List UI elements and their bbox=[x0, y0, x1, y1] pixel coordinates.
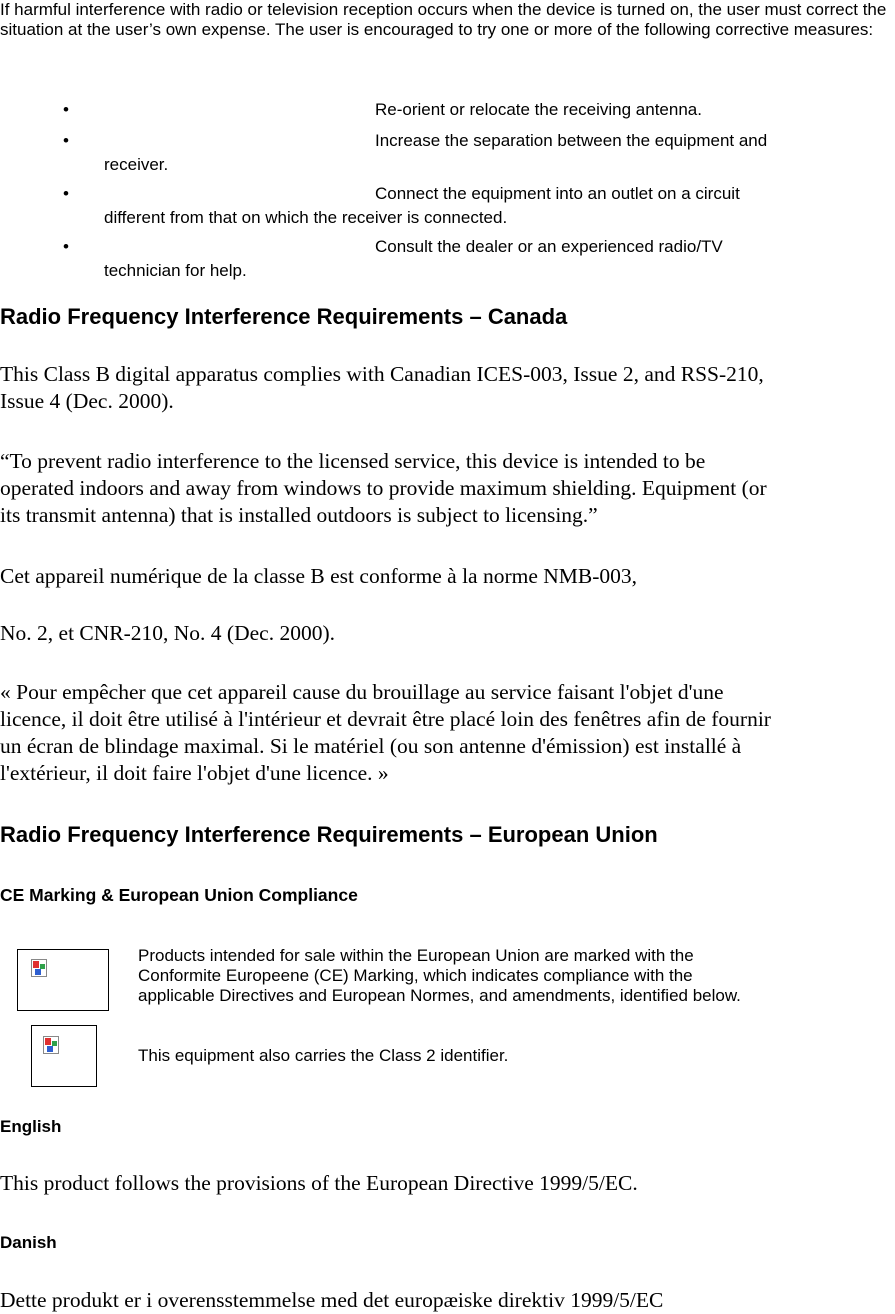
danish-text: Dette produkt er i overensstemmelse med det europæiske direktiv 1999/5/EC bbox=[0, 1288, 664, 1312]
bullet-text-continued: technician for help. bbox=[104, 261, 247, 280]
canada-french-quote bbox=[0, 679, 895, 787]
paragraph-line: its transmit antenna) that is installed outdoors is subject to licensing.” bbox=[0, 503, 598, 527]
eu-heading: Radio Frequency Interference Requirements – European Union bbox=[0, 822, 658, 847]
bullet-text: Connect the equipment into an outlet on a circuit bbox=[375, 184, 740, 203]
bullet-marker: • bbox=[63, 100, 69, 119]
bullet-text-continued: different from that on which the receiver is connected. bbox=[104, 208, 508, 227]
canada-heading: Radio Frequency Interference Requirements – Canada bbox=[0, 304, 568, 329]
bullet-text-continued: receiver. bbox=[104, 155, 169, 174]
english-label: English bbox=[0, 1117, 62, 1136]
class2-identifier-image bbox=[31, 1025, 97, 1087]
paragraph-line: “To prevent radio interference to the licensed service, this device is intended to be bbox=[0, 449, 706, 473]
paragraph-line: applicable Directives and European Normes, and amendments, identified below. bbox=[138, 986, 741, 1005]
bullet-marker: • bbox=[63, 237, 69, 256]
bullet-text: Re-orient or relocate the receiving antenna. bbox=[375, 100, 702, 119]
ce-marking-description bbox=[138, 946, 741, 1006]
danish-label: Danish bbox=[0, 1233, 57, 1252]
broken-image-icon bbox=[31, 959, 47, 977]
canada-french-conformity: Cet appareil numérique de la classe B est conforme à la norme NMB-003, bbox=[0, 564, 638, 588]
bullet-marker: • bbox=[63, 184, 69, 203]
ce-marking-subheading: CE Marking & European Union Compliance bbox=[0, 885, 358, 905]
paragraph-line: « Pour empêcher que cet appareil cause du brouillage au service faisant l'objet d'une bbox=[0, 680, 724, 704]
broken-image-icon bbox=[43, 1036, 59, 1054]
paragraph-line: Issue 4 (Dec. 2000). bbox=[0, 389, 174, 413]
paragraph-line: un écran de blindage maximal. Si le matériel (ou son antenne d'émission) est installé à bbox=[0, 734, 742, 758]
canada-licensing-quote bbox=[0, 448, 895, 529]
class2-identifier-text: This equipment also carries the Class 2 identifier. bbox=[138, 1046, 509, 1065]
bullet-text: Consult the dealer or an experienced radio/TV bbox=[375, 237, 723, 256]
paragraph-line: This Class B digital apparatus complies with Canadian ICES-003, Issue 2, and RSS-210, bbox=[0, 362, 764, 386]
paragraph-line: Products intended for sale within the European Union are marked with the bbox=[138, 946, 694, 965]
paragraph-line: operated indoors and away from windows to provide maximum shielding. Equipment (or bbox=[0, 476, 767, 500]
canada-ices-paragraph bbox=[0, 361, 895, 415]
ce-mark-image bbox=[17, 949, 109, 1011]
paragraph-line: licence, il doit être utilisé à l'intérieur et devrait être placé loin des fenêtres afin de fournir bbox=[0, 707, 771, 731]
canada-french-standards: No. 2, et CNR-210, No. 4 (Dec. 2000). bbox=[0, 621, 335, 645]
paragraph-line: l'extérieur, il doit faire l'objet d'une licence. » bbox=[0, 761, 389, 785]
bullet-marker: • bbox=[63, 131, 69, 150]
paragraph-line: Conformite Europeene (CE) Marking, which indicates compliance with the bbox=[138, 966, 693, 985]
intro-paragraph: If harmful interference with radio or television reception occurs when the device is turned on, the user must correct the situation at the user’s own expense. The user is encouraged to try one or more of the following corrective measures: bbox=[0, 0, 887, 39]
english-text: This product follows the provisions of the European Directive 1999/5/EC. bbox=[0, 1171, 638, 1195]
bullet-text: Increase the separation between the equipment and bbox=[375, 131, 768, 150]
